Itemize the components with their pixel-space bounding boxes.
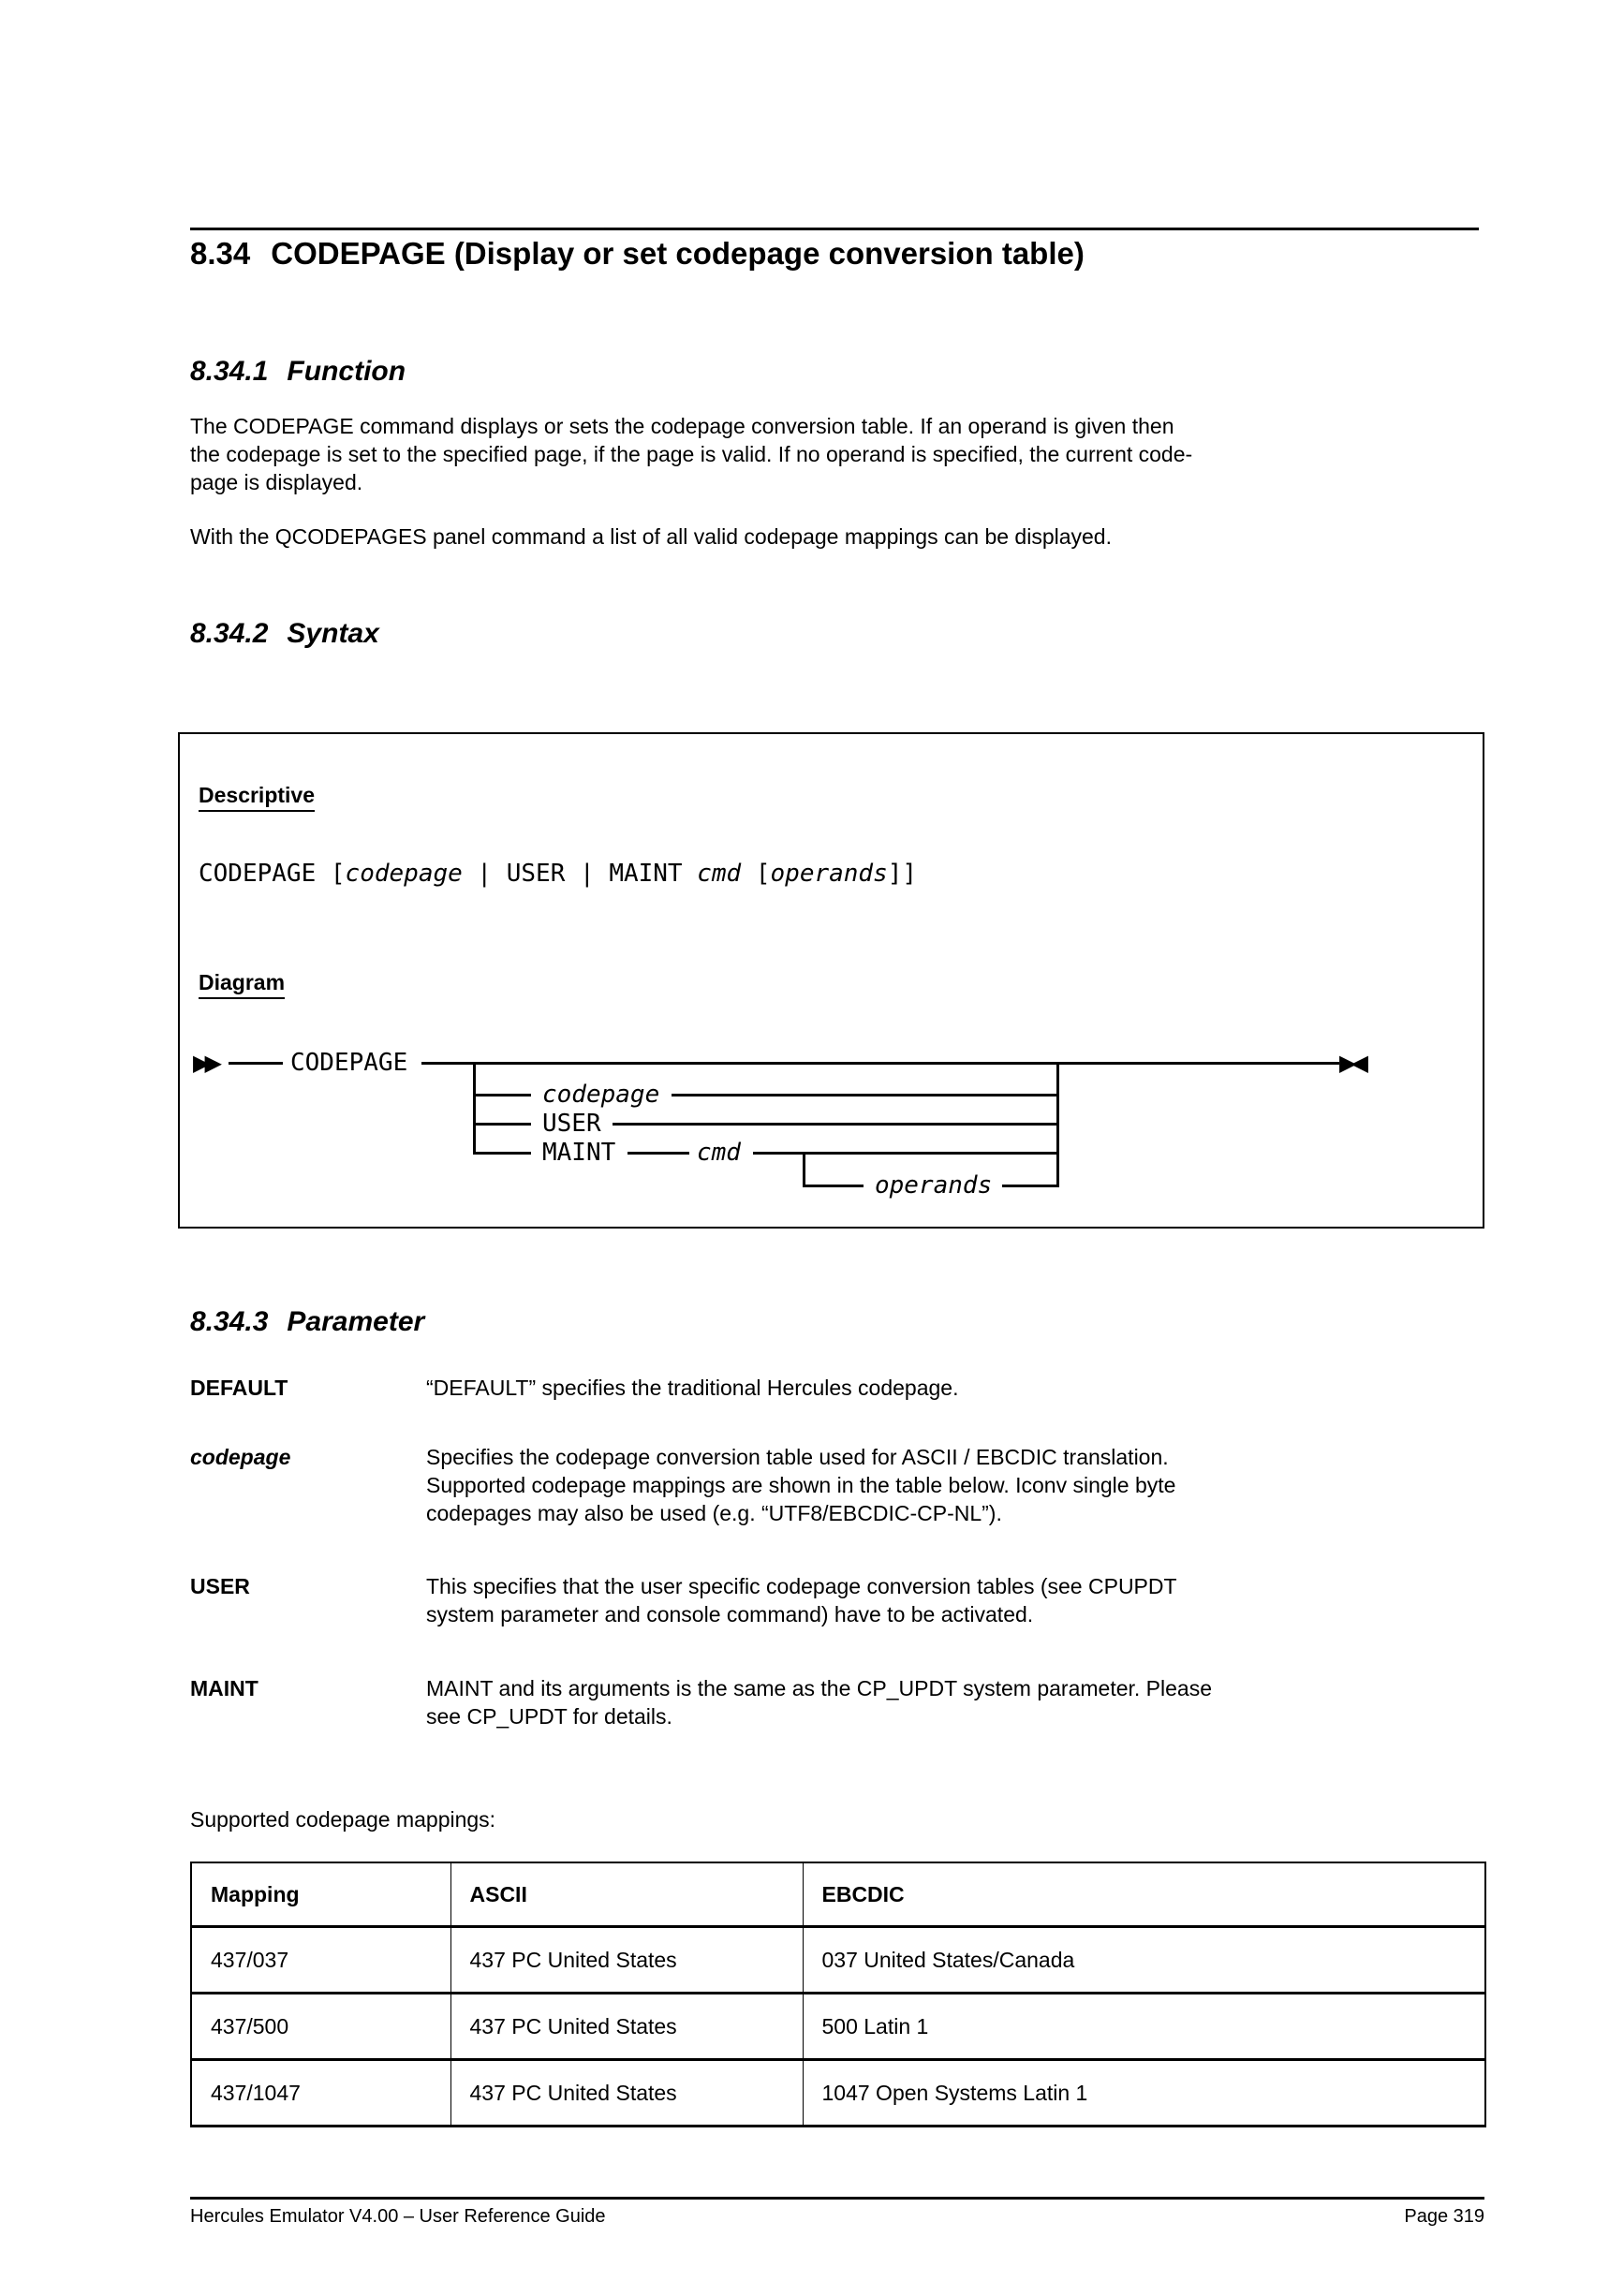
diagram-keyword-codepage: CODEPAGE <box>290 1049 408 1077</box>
page-title <box>190 236 1085 272</box>
mappings-intro: Supported codepage mappings: <box>190 1807 496 1832</box>
heading-parameter-number: 8.34.3 <box>190 1306 269 1337</box>
page-title-text: CODEPAGE (Display or set codepage conversion table) <box>271 236 1085 271</box>
syntax-var-cmd: cmd <box>697 860 742 888</box>
diagram-operands: operands <box>875 1171 993 1200</box>
footer-document-title: Hercules Emulator V4.00 – User Reference Guide <box>190 2206 606 2227</box>
table-cell: 437 PC United States <box>450 1927 803 1994</box>
diagram-cmd: cmd <box>697 1139 741 1167</box>
syntax-var-operands: operands <box>770 860 888 888</box>
function-paragraph-1 <box>190 412 1192 496</box>
table-cell: 437 PC United States <box>450 2060 803 2127</box>
heading-parameter-text: Parameter <box>287 1306 425 1337</box>
diagram-line-h <box>627 1152 689 1155</box>
footer-page-number: Page 319 <box>1404 2206 1484 2227</box>
table-header-mapping: Mapping <box>191 1862 450 1927</box>
paragraph-line: the codepage is set to the specified page, if the page is valid. If no operand is specified, the current code- <box>190 442 1193 466</box>
function-paragraph-2 <box>190 522 1112 551</box>
table-header-row <box>191 1862 1485 1927</box>
diagram-line-v <box>803 1152 805 1187</box>
param-desc-line: This specifies that the user specific codepage conversion tables (see CPUPDT <box>426 1574 1177 1598</box>
footer <box>190 2206 1484 2228</box>
heading-syntax-number: 8.34.2 <box>190 618 269 649</box>
paragraph-line: page is displayed. <box>190 470 363 494</box>
descriptive-label: Descriptive <box>199 783 315 812</box>
syntax-box <box>178 732 1484 1229</box>
diagram-line-v <box>1056 1062 1059 1187</box>
param-desc-line: codepages may also be used (e.g. “UTF8/EBCDIC-CP-NL”). <box>426 1501 1002 1525</box>
diagram-line-h <box>421 1062 1339 1065</box>
param-name-default: DEFAULT <box>190 1376 288 1400</box>
diagram-label: Diagram <box>199 970 285 999</box>
syntax-fragment: [ <box>741 860 771 888</box>
table-row <box>191 1927 1485 1994</box>
syntax-fragment: ]] <box>887 860 918 888</box>
syntax-fragment: CODEPAGE [ <box>199 860 346 888</box>
diagram-branch-maint: MAINT <box>542 1139 616 1167</box>
diagram-line-h <box>473 1152 531 1155</box>
param-name-codepage: codepage <box>190 1445 291 1469</box>
table-cell: 500 Latin 1 <box>803 1994 1485 2060</box>
diagram-line-h <box>473 1123 531 1126</box>
param-desc-line: Supported codepage mappings are shown in the table below. Iconv single byte <box>426 1473 1176 1497</box>
param-desc-line: Specifies the codepage conversion table used for ASCII / EBCDIC translation. <box>426 1445 1169 1469</box>
table-row <box>191 2060 1485 2127</box>
title-overline <box>190 228 1479 230</box>
heading-syntax-text: Syntax <box>287 618 379 649</box>
syntax-statement <box>199 860 917 888</box>
param-desc-line: “DEFAULT” specifies the traditional Hercules codepage. <box>426 1376 959 1400</box>
diagram-line-h <box>1002 1185 1059 1187</box>
syntax-fragment: | USER | MAINT <box>462 860 698 888</box>
diagram-line-h <box>753 1152 1056 1155</box>
table-cell: 437/037 <box>191 1927 450 1994</box>
param-desc-codepage <box>426 1443 1175 1527</box>
diagram-end-arrow-icon: ▶◀ <box>1339 1050 1363 1076</box>
param-desc-line: system parameter and console command) have to be activated. <box>426 1602 1034 1626</box>
paragraph-line: The CODEPAGE command displays or sets the codepage conversion table. If an operand is given then <box>190 414 1174 438</box>
diagram-line-h <box>803 1185 864 1187</box>
table-row <box>191 1994 1485 2060</box>
paragraph-line: With the QCODEPAGES panel command a list of all valid codepage mappings can be displayed. <box>190 524 1112 549</box>
param-desc-maint <box>426 1674 1212 1730</box>
param-name-maint: MAINT <box>190 1676 258 1700</box>
diagram-branch-codepage: codepage <box>542 1081 660 1109</box>
footer-rule <box>190 2197 1484 2200</box>
page-title-number: 8.34 <box>190 236 251 271</box>
table-cell: 037 United States/Canada <box>803 1927 1485 1994</box>
param-desc-line: see CP_UPDT for details. <box>426 1704 672 1729</box>
heading-function-text: Function <box>287 356 406 387</box>
diagram-line-h <box>229 1062 283 1065</box>
diagram-line-v <box>473 1062 476 1155</box>
heading-syntax <box>190 618 379 650</box>
diagram-branch-user: USER <box>542 1110 601 1138</box>
mappings-table <box>190 1862 1486 2127</box>
heading-parameter <box>190 1306 424 1338</box>
table-header-ascii: ASCII <box>450 1862 803 1927</box>
diagram-line-h <box>613 1123 1056 1126</box>
table-cell: 1047 Open Systems Latin 1 <box>803 2060 1485 2127</box>
diagram-line-h <box>672 1094 1056 1096</box>
table-cell: 437/1047 <box>191 2060 450 2127</box>
diagram-start-arrow-icon: ▶▶ <box>193 1050 216 1076</box>
heading-function-number: 8.34.1 <box>190 356 269 387</box>
table-cell: 437 PC United States <box>450 1994 803 2060</box>
param-desc-line: MAINT and its arguments is the same as the CP_UPDT system parameter. Please <box>426 1676 1212 1700</box>
diagram-line-h <box>473 1094 531 1096</box>
param-desc-user <box>426 1572 1177 1628</box>
param-desc-default <box>426 1374 958 1402</box>
table-cell: 437/500 <box>191 1994 450 2060</box>
heading-function <box>190 356 406 388</box>
param-name-user: USER <box>190 1574 250 1598</box>
syntax-var-codepage: codepage <box>345 860 463 888</box>
table-header-ebcdic: EBCDIC <box>803 1862 1485 1927</box>
